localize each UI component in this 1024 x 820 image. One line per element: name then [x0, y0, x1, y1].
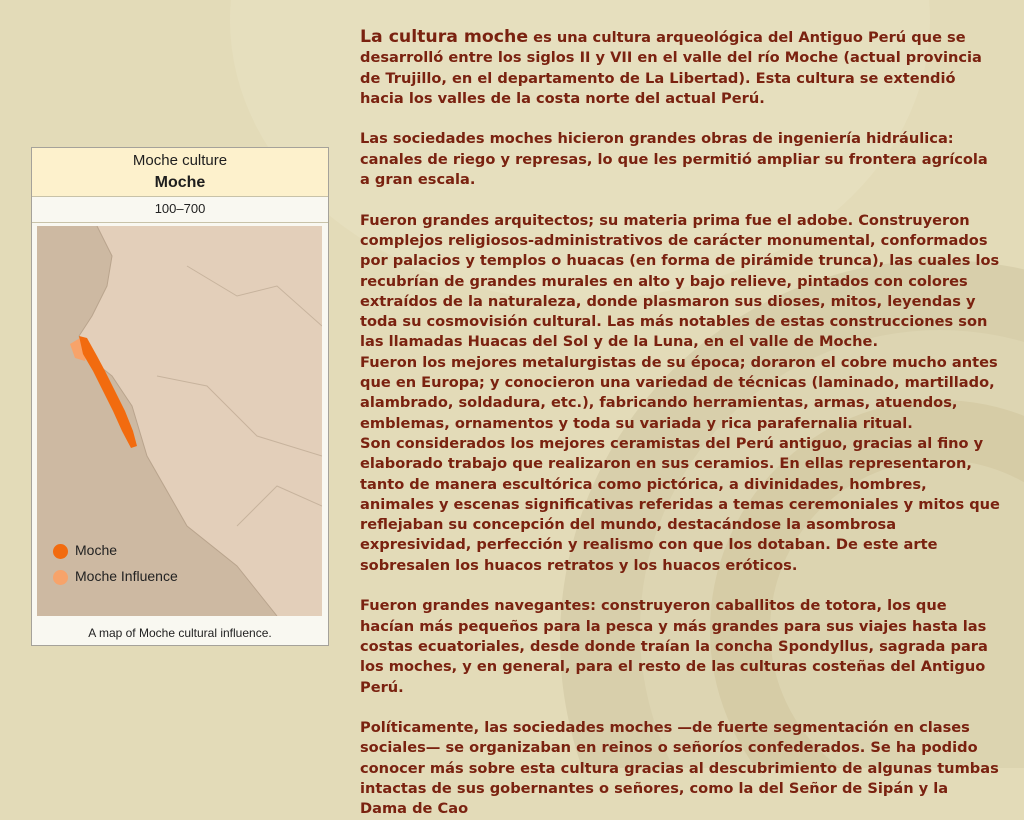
- legend-moche-dot: [53, 544, 68, 559]
- infobox-dates: 100–700: [32, 197, 328, 223]
- paragraph-politics: Políticamente, las sociedades moches —de fuerte segmentación en clases sociales— se organizaban en reinos o señoríos confederados. Se ha podido conocer más sobre esta cultura gracias al descubrimiento de algunas tumbas intactas de sus gobernantes o señores, como la del Señor de Sipán y la Dama de Cao: [360, 719, 999, 818]
- legend-moche-influence: [53, 568, 178, 585]
- paragraph-ceramics: Son considerados los mejores ceramistas del Perú antiguo, gracias al fino y elaborado trabajo que realizaron en sus ceramios. En ellas representaron, tanto de manera escultórica como pictórica, a divinidades, hombres, animales y escenas significativas referidas a temas ceremoniales y mitos que reflejaban su concepción del mundo, destacándose la asombrosa expresividad, perfección y realismo con que los dotaban. De este arte sobresalen los huacos retratos y los huacos eróticos.: [360, 434, 1000, 574]
- lead-term: La cultura moche: [360, 27, 529, 47]
- legend-influence-dot: [53, 570, 68, 585]
- legend-influence-label: Moche Influence: [75, 568, 178, 584]
- paragraph-navigation: Fueron grandes navegantes: construyeron caballitos de totora, los que hacían más pequeños para la pesca y más grandes para sus viajes hasta las costas ecuatoriales, desde donde traían la concha Spondyllus, sagrada para los moches, y en general, para el resto de las culturas costeñas del Antiguo Perú.: [360, 597, 988, 696]
- legend-moche: [53, 542, 117, 559]
- infobox-title-large: Moche: [154, 174, 206, 191]
- moche-map: [37, 226, 322, 616]
- intro-text: es una cultura arqueológica del Antiguo Perú que se desarrolló entre los siglos II y VII en el valle del río Moche (actual provincia de Trujillo, en el departamento de La Libertad). Esta cultura se extendió hacia los valles de la costa norte del actual Perú.: [360, 29, 982, 107]
- map-caption: A map of Moche cultural influence.: [88, 626, 272, 640]
- paragraph-intro: [360, 27, 1000, 109]
- paragraph-architecture: Fueron grandes arquitectos; su materia prima fue el adobe. Construyeron complejos religiosos-administrativos de carácter monumental, conformados por palacios y templos o huacas (en forma de pirámide trunca), las cuales los recubrían de grandes murales en alto y bajo relieve, pintados con colores extraídos de la naturaleza, donde plasmaron sus dioses, mitos, leyendas y toda su cosmovisión cultural. Las más notables de estas construcciones son las llamadas Huacas del Sol y de la Luna, en el valle de Moche.: [360, 211, 1000, 351]
- infobox-header: [32, 148, 328, 197]
- paragraph-hydraulics: Las sociedades moches hicieron grandes obras de ingeniería hidráulica: canales de riego y represas, lo que les permitió ampliar su frontera agrícola a gran escala.: [360, 130, 988, 189]
- article-text: [360, 27, 1000, 820]
- legend-moche-label: Moche: [75, 542, 118, 558]
- paragraph-metallurgy: Fueron los mejores metalurgistas de su época; doraron el cobre mucho antes que en Europa; y conocieron una variedad de técnicas (laminado, martillado, alambrado, soldadura, etc.), fabricando herramientas, armas, atuendos, emblemas, ornamentos y toda su variada y rica parafernalia ritual.: [360, 353, 998, 432]
- infobox-title-small: Moche culture: [132, 152, 228, 169]
- infobox: [31, 147, 329, 646]
